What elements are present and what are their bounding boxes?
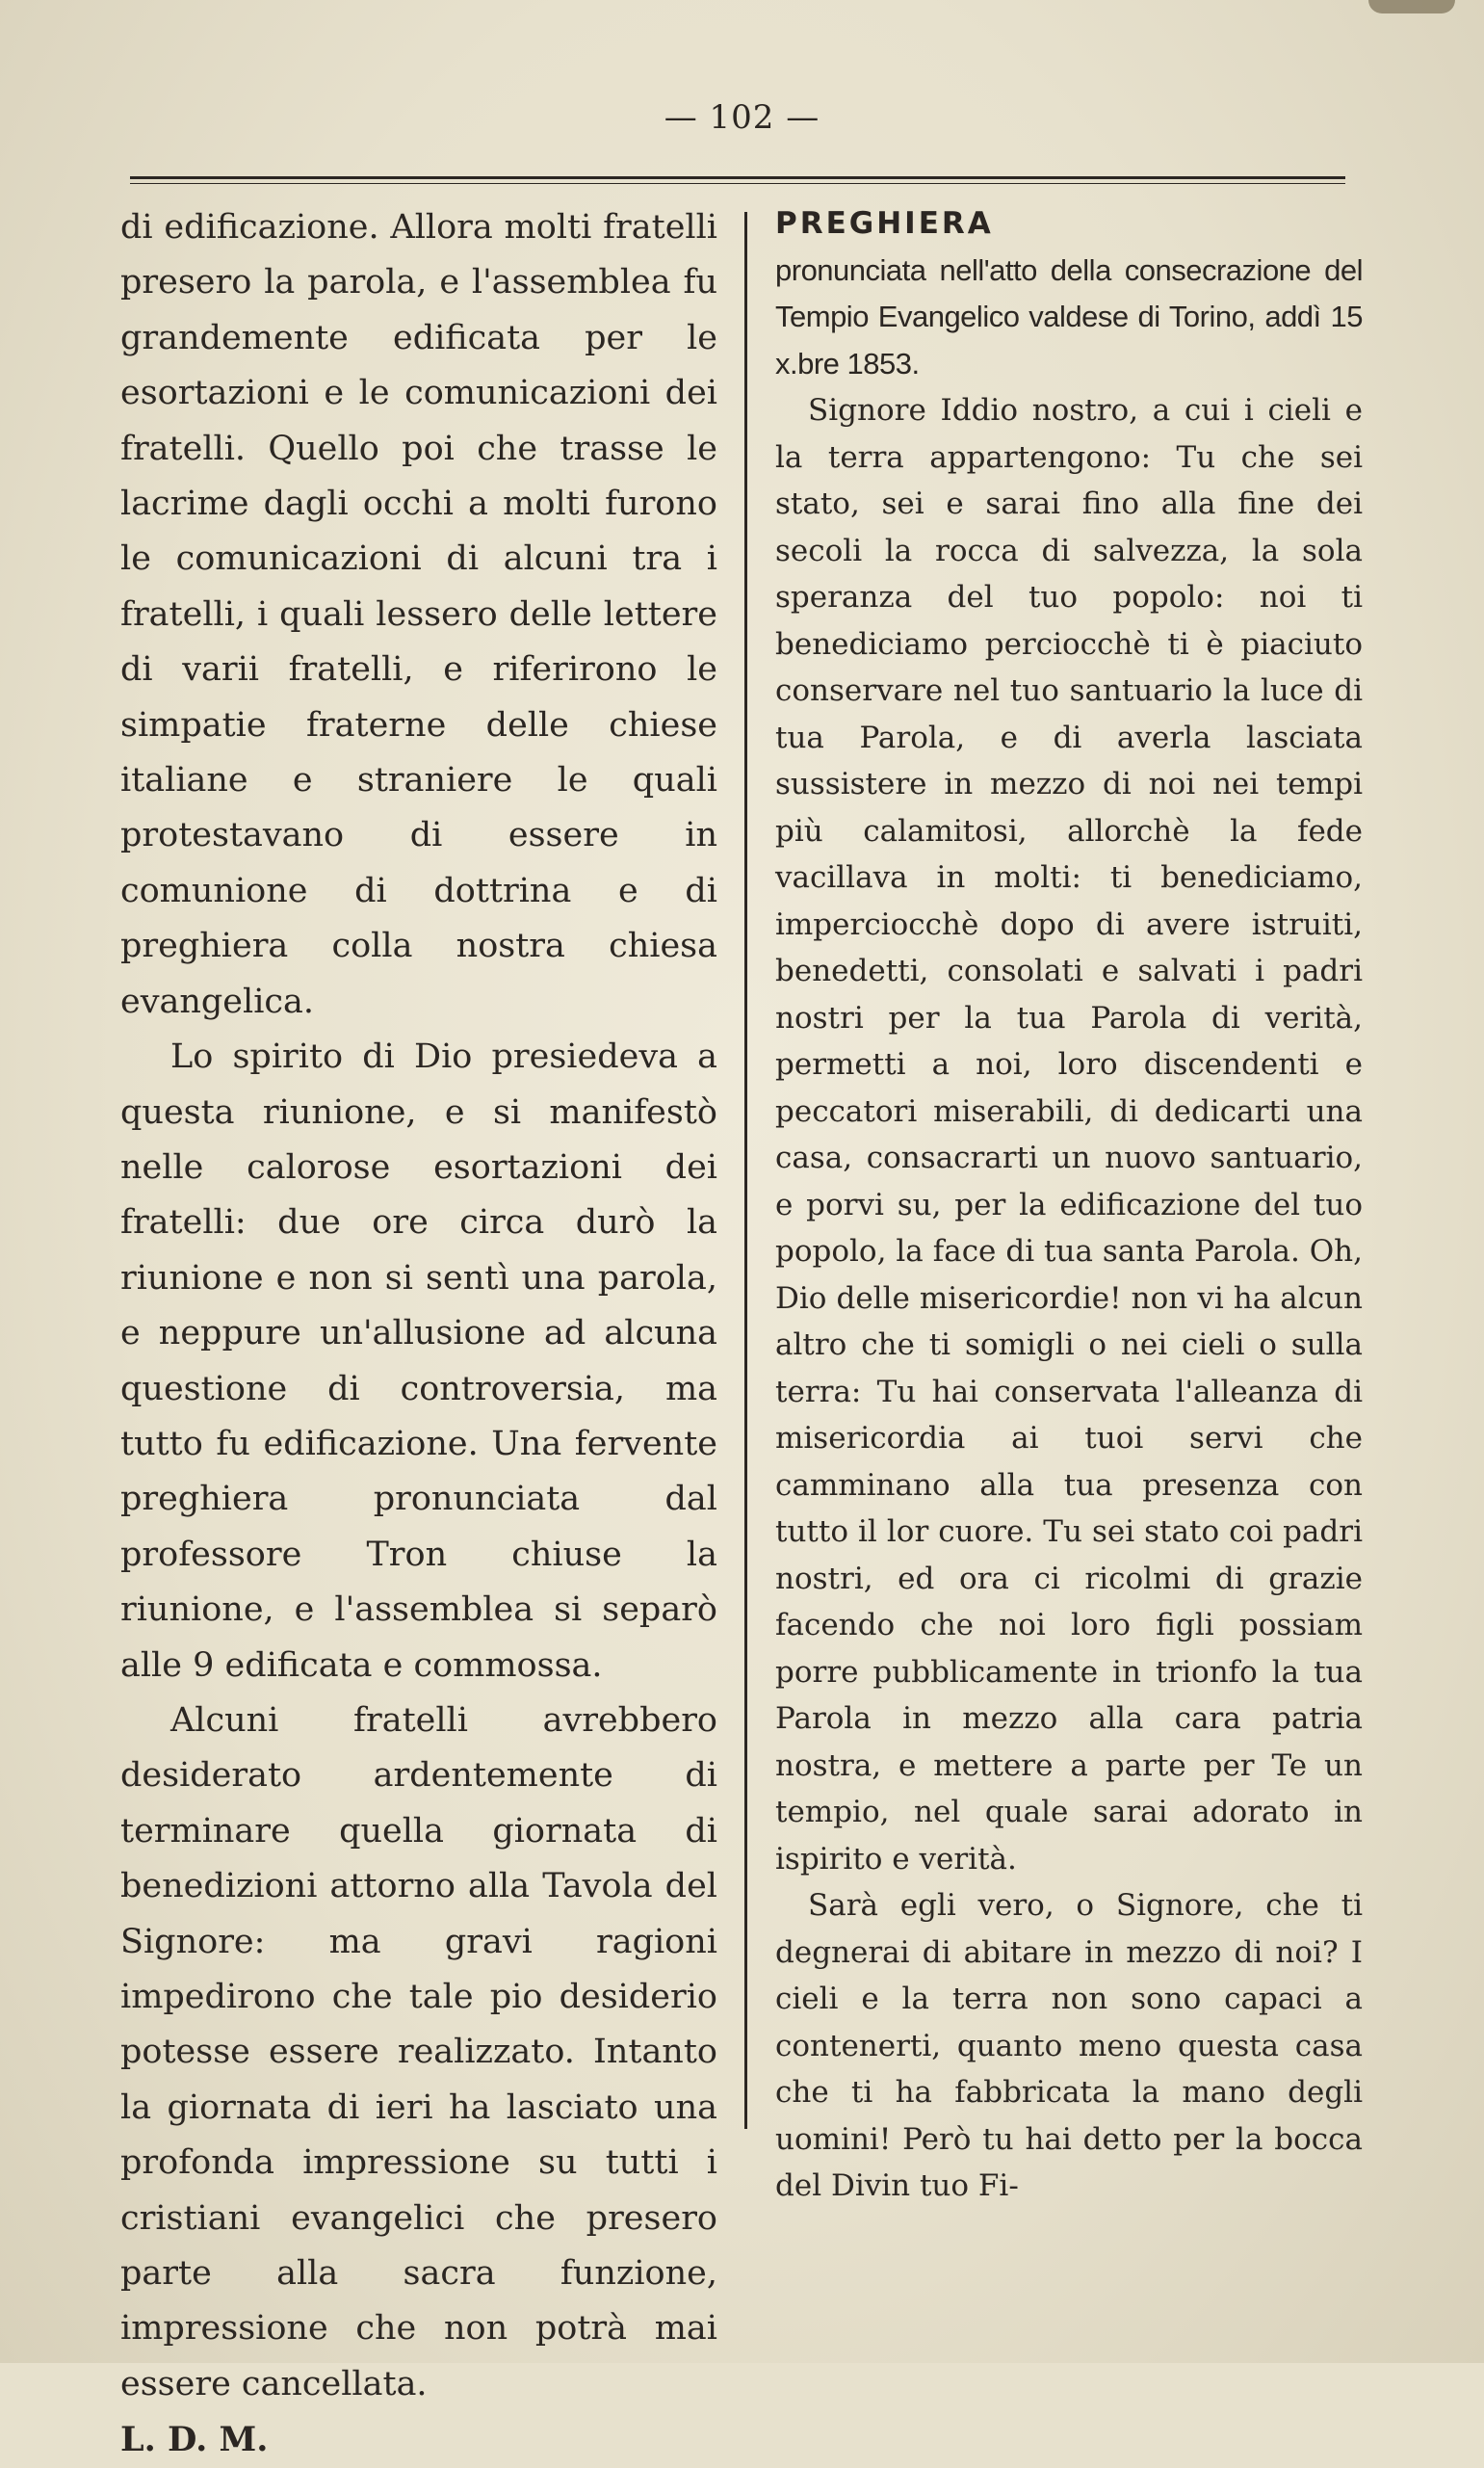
page-number: — 102 — — [664, 98, 820, 137]
prayer-subtitle: pronunciata nell'atto della consecrazione del Tempio Evangelico valdese di Torino, addì 15 x.bre 1853. — [775, 252, 1363, 381]
page-corner-stain — [1368, 0, 1455, 13]
header-rule-thin — [130, 183, 1345, 184]
left-column — [120, 200, 717, 2468]
right-column — [775, 200, 1363, 2210]
column-divider — [744, 212, 747, 2129]
left-paragraph-3: Alcuni fratelli avrebbero desiderato ardentemente di terminare quella giornata di benedizioni attorno alla Tavola del Signore: ma gravi ragioni impedirono che tale pio desiderio potesse essere realizzato. Intanto la giornata di ieri ha lasciato una profonda impressione su tutti i cristiani evangelici che presero parte alla sacra funzione, impressione che non potrà mai essere cancellata. — [120, 1700, 717, 2403]
author-signature: L. D. M. — [120, 2420, 269, 2460]
right-paragraph-1: Signore Iddio nostro, a cui i cieli e la terra appartengono: Tu che sei stato, sei e sarai fino alla fine dei secoli la rocca di salvezza, la sola speranza del tuo popolo: noi ti benediciamo perciocchè ti è piaciuto conservare nel tuo santuario la luce di tua Parola, e di averla lasciata sussistere in mezzo di noi nei tempi più calamitosi, allorchè la fede vacillava in molti: ti benediciamo, imperciocchè dopo di avere istruiti, benedetti, consolati e salvati i padri nostri per la tua Parola di verità, permetti a noi, loro discendenti e peccatori miserabili, di dedicarti una casa, consacrarti un nuovo santuario, e porvi su, per la edificazione del tuo popolo, la face di tua santa Parola. Oh, Dio delle misericordie! non vi ha alcun altro che ti somigli o nei cieli o sulla terra: Tu hai conservata l'alleanza di misericordia ai tuoi servi che camminano alla tua presenza con tutto il lor cuore. Tu sei stato coi padri nostri, ed ora ci ricolmi di grazie facendo che noi loro figli possiam porre pubblicamente in trionfo la tua Parola in mezzo alla cara patria nostra, e mettere a parte per Te un tempio, nel quale sarai adorato in ispirito e verità. — [775, 393, 1363, 1877]
prayer-title: PREGHIERA — [775, 206, 994, 241]
header-rule-thick — [130, 176, 1345, 179]
left-paragraph-1: di edificazione. Allora molti fratelli presero la parola, e l'assemblea fu grandemente edificata per le esortazioni e le comunicazioni dei fratelli. Quello poi che trasse le lacrime dagli occhi a molti furono le comunicazioni di alcuni tra i fratelli, i quali lessero delle lettere di varii fratelli, e riferirono le simpatie fraterne delle chiese italiane e straniere le quali protestavano di essere in comunione di dottrina e di preghiera colla nostra chiesa evangelica. — [120, 208, 717, 1021]
left-paragraph-2: Lo spirito di Dio presiedeva a questa riunione, e si manifestò nelle calorose esortazioni dei fratelli: due ore circa durò la riunione e non si sentì una parola, e neppure un'allusione ad alcuna questione di controversia, ma tutto fu edificazione. Una fervente preghiera pronunciata dal professore Tron chiuse la riunione, e l'assemblea si separò alle 9 edificata e commossa. — [120, 1037, 717, 1685]
right-paragraph-2: Sarà egli vero, o Signore, che ti degnerai di abitare in mezzo di noi? I cieli e la terra non sono capaci a contenerti, quanto meno questa casa che ti ha fabbricata la mano degli uomini! Però tu hai detto per la bocca del Divin tuo Fi- — [775, 1888, 1363, 2203]
